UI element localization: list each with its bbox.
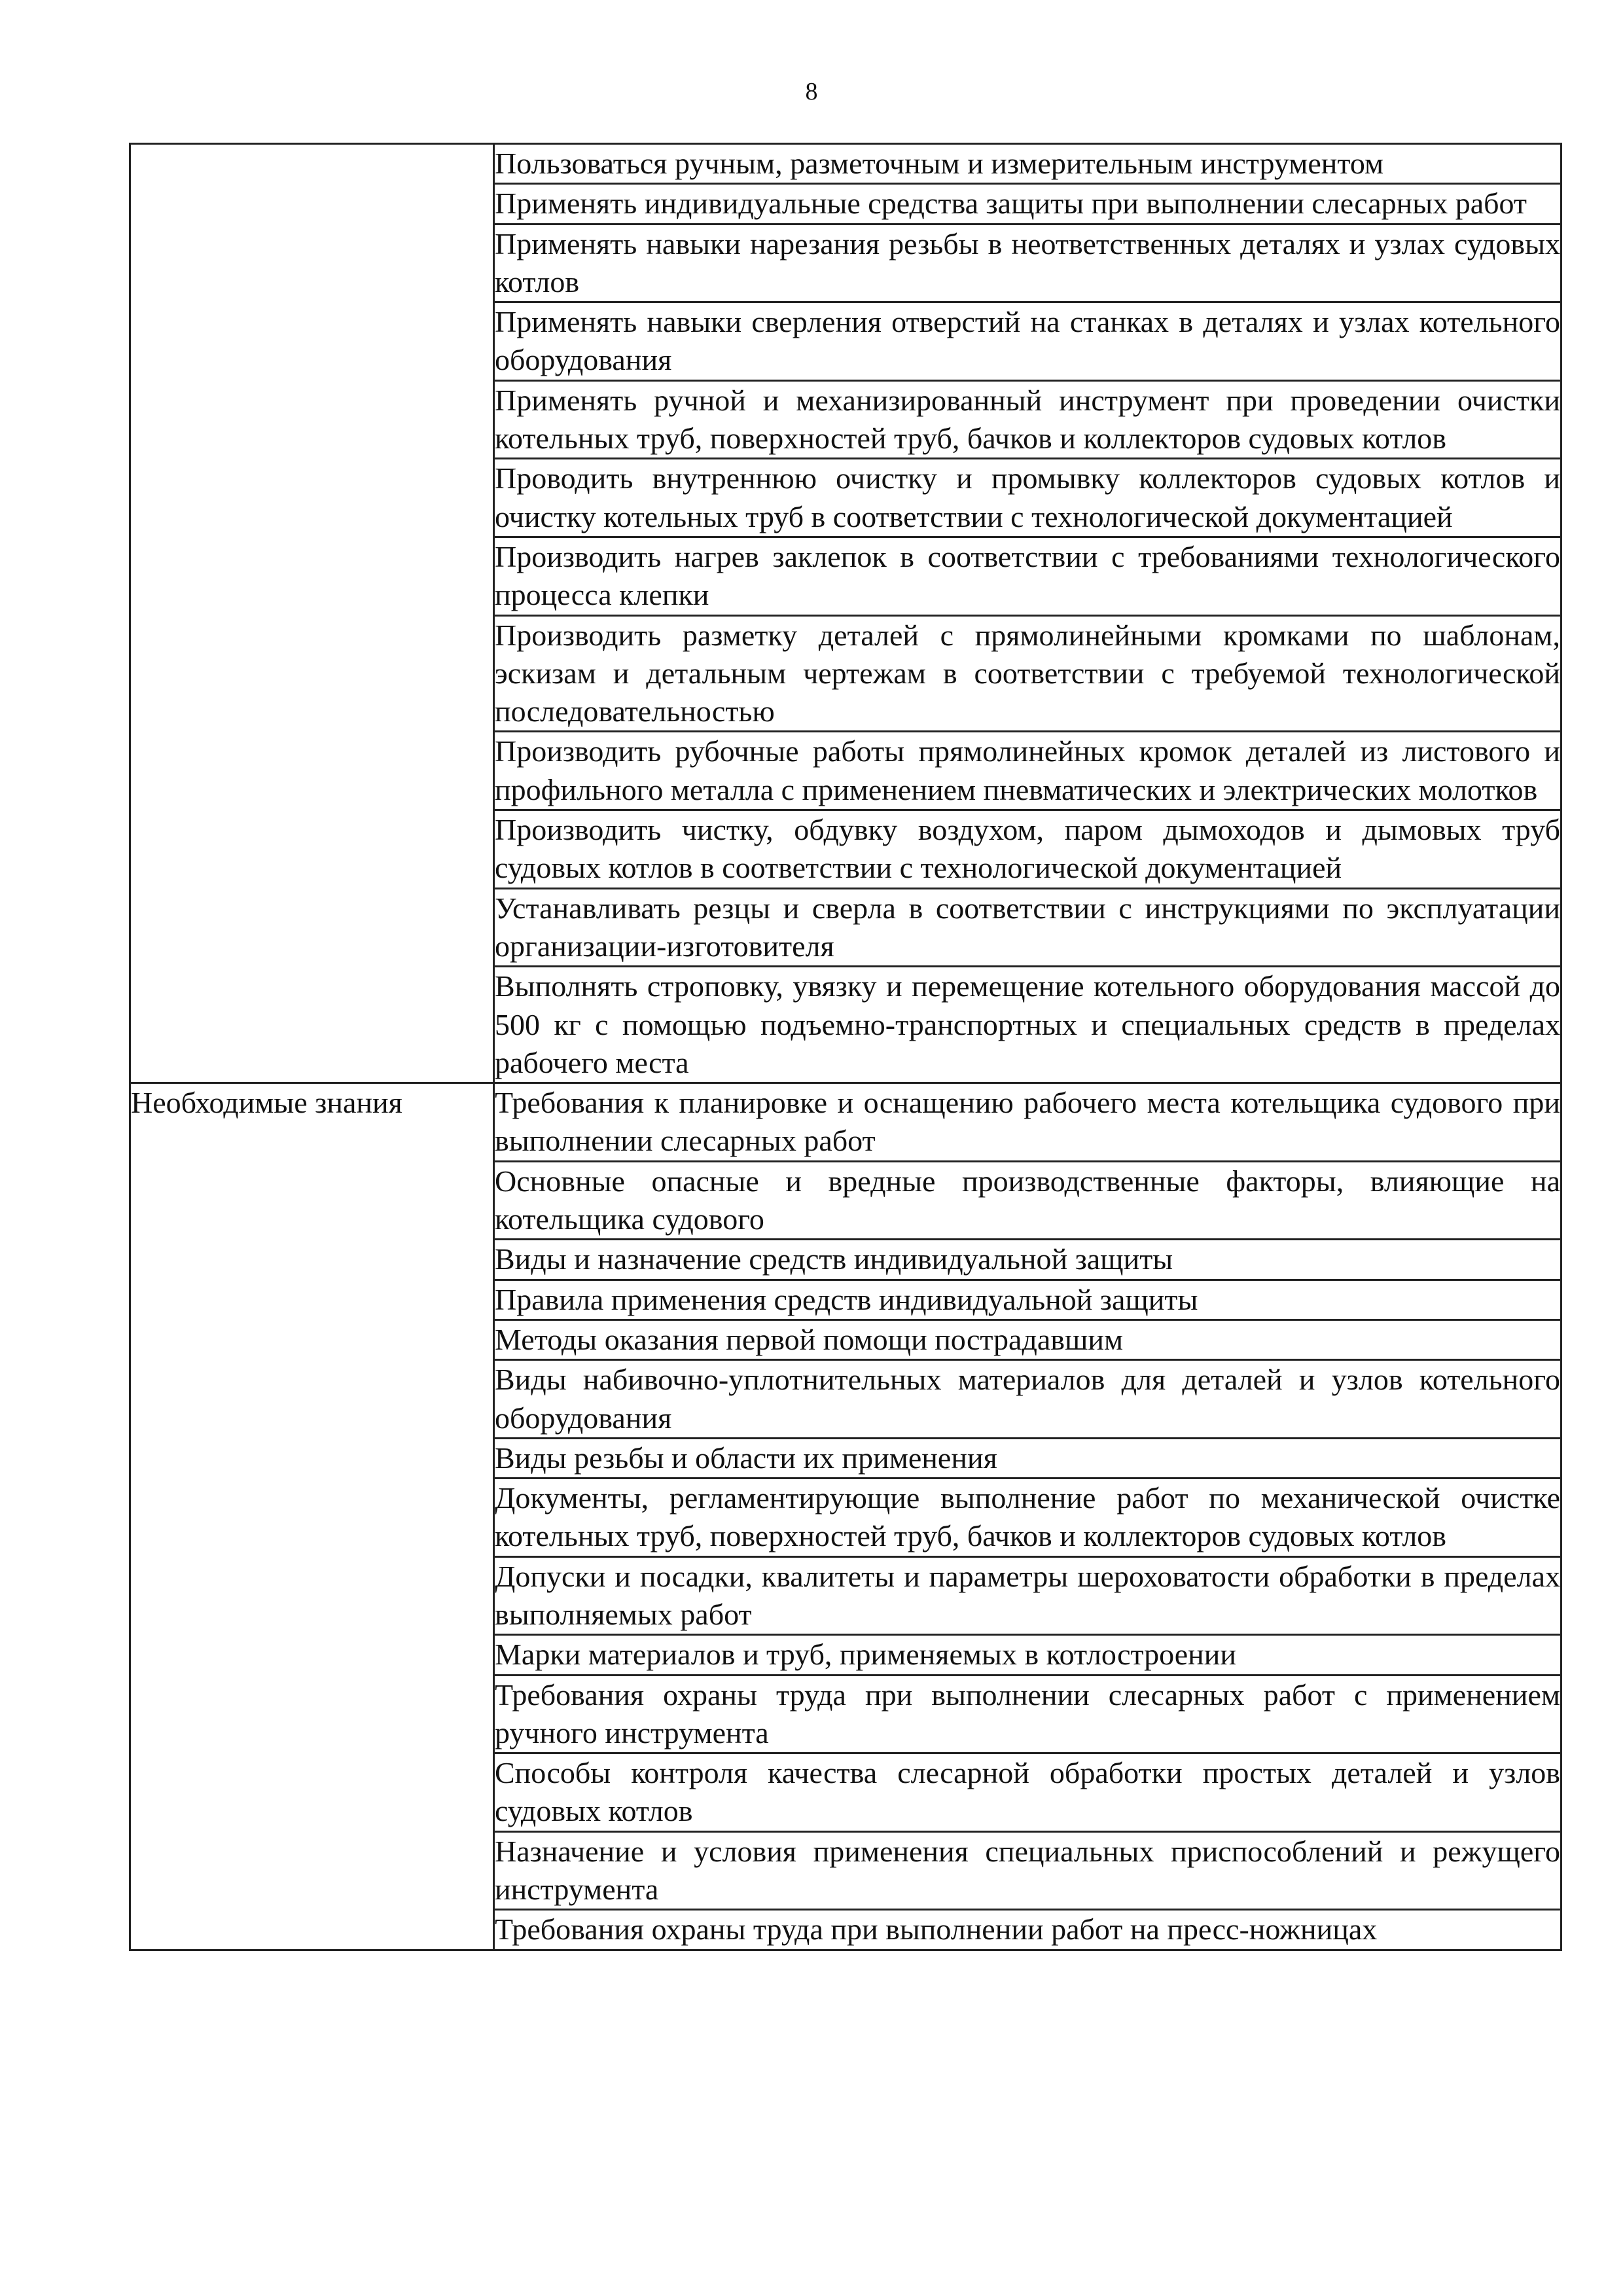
table-cell-item: Требования к планировке и оснащению рабочего места котельщика судового при выполнении слесарных работ [494,1083,1561,1162]
table-cell-item: Допуски и посадки, квалитеты и параметры шероховатости обработки в пределах выполняемых работ [494,1556,1561,1635]
table-cell-item: Правила применения средств индивидуальной защиты [494,1280,1561,1319]
table-cell-item: Пользоваться ручным, разметочным и измерительным инструментом [494,144,1561,184]
table-cell-item: Основные опасные и вредные производственные факторы, влияющие на котельщика судового [494,1161,1561,1240]
table-cell-item: Требования охраны труда при выполнении слесарных работ с применением ручного инструмента [494,1675,1561,1753]
table-cell-item: Назначение и условия применения специальных приспособлений и режущего инструмента [494,1831,1561,1910]
requirements-table [129,143,1562,1951]
table-cell-item: Способы контроля качества слесарной обработки простых деталей и узлов судовых котлов [494,1753,1561,1832]
table-cell-item: Виды набивочно-уплотнительных материалов для деталей и узлов котельного оборудования [494,1360,1561,1439]
table-cell-item: Виды резьбы и области их применения [494,1438,1561,1478]
table-cell-item: Требования охраны труда при выполнении работ на пресс-ножницах [494,1910,1561,1950]
table-row [130,144,1561,184]
section-label-knowledge: Необходимые знания [130,1083,494,1950]
table-cell-item: Документы, регламентирующие выполнение работ по механической очистке котельных труб, поверхностей труб, бачков и коллекторов судовых котлов [494,1479,1561,1557]
table-cell-item: Производить чистку, обдувку воздухом, паром дымоходов и дымовых труб судовых котлов в соответствии с технологической документацией [494,810,1561,889]
table-cell-item: Проводить внутреннюю очистку и промывку коллекторов судовых котлов и очистку котельных труб в соответствии с технологической документацией [494,459,1561,537]
table-cell-item: Производить рубочные работы прямолинейных кромок деталей из листового и профильного металла с применением пневматических и электрических молотков [494,732,1561,810]
table-cell-item: Виды и назначение средств индивидуальной защиты [494,1240,1561,1280]
table-cell-item: Производить нагрев заклепок в соответствии с требованиями технологического процесса клепки [494,537,1561,615]
table-cell-item: Применять навыки нарезания резьбы в неответственных деталях и узлах судовых котлов [494,224,1561,302]
section-label-empty [130,144,494,1083]
table-cell-item: Методы оказания первой помощи пострадавшим [494,1319,1561,1359]
table-cell-item: Марки материалов и труб, применяемых в котлостроении [494,1635,1561,1675]
table-cell-item: Производить разметку деталей с прямолинейными кромками по шаблонам, эскизам и детальным чертежам в соответствии с требуемой технологической последовательностью [494,615,1561,732]
table-cell-item: Применять ручной и механизированный инструмент при проведении очистки котельных труб, поверхностей труб, бачков и коллекторов судовых котлов [494,380,1561,459]
page-number: 8 [805,78,818,105]
table-cell-item: Применять навыки сверления отверстий на станках в деталях и узлах котельного оборудования [494,302,1561,381]
table-row [130,1083,1561,1162]
table-cell-item: Устанавливать резцы и сверла в соответствии с инструкциями по эксплуатации организации-изготовителя [494,888,1561,967]
table-cell-item: Применять индивидуальные средства защиты при выполнении слесарных работ [494,184,1561,224]
table-cell-item: Выполнять строповку, увязку и перемещение котельного оборудования массой до 500 кг с помощью подъемно-транспортных и специальных средств в пределах рабочего места [494,967,1561,1083]
